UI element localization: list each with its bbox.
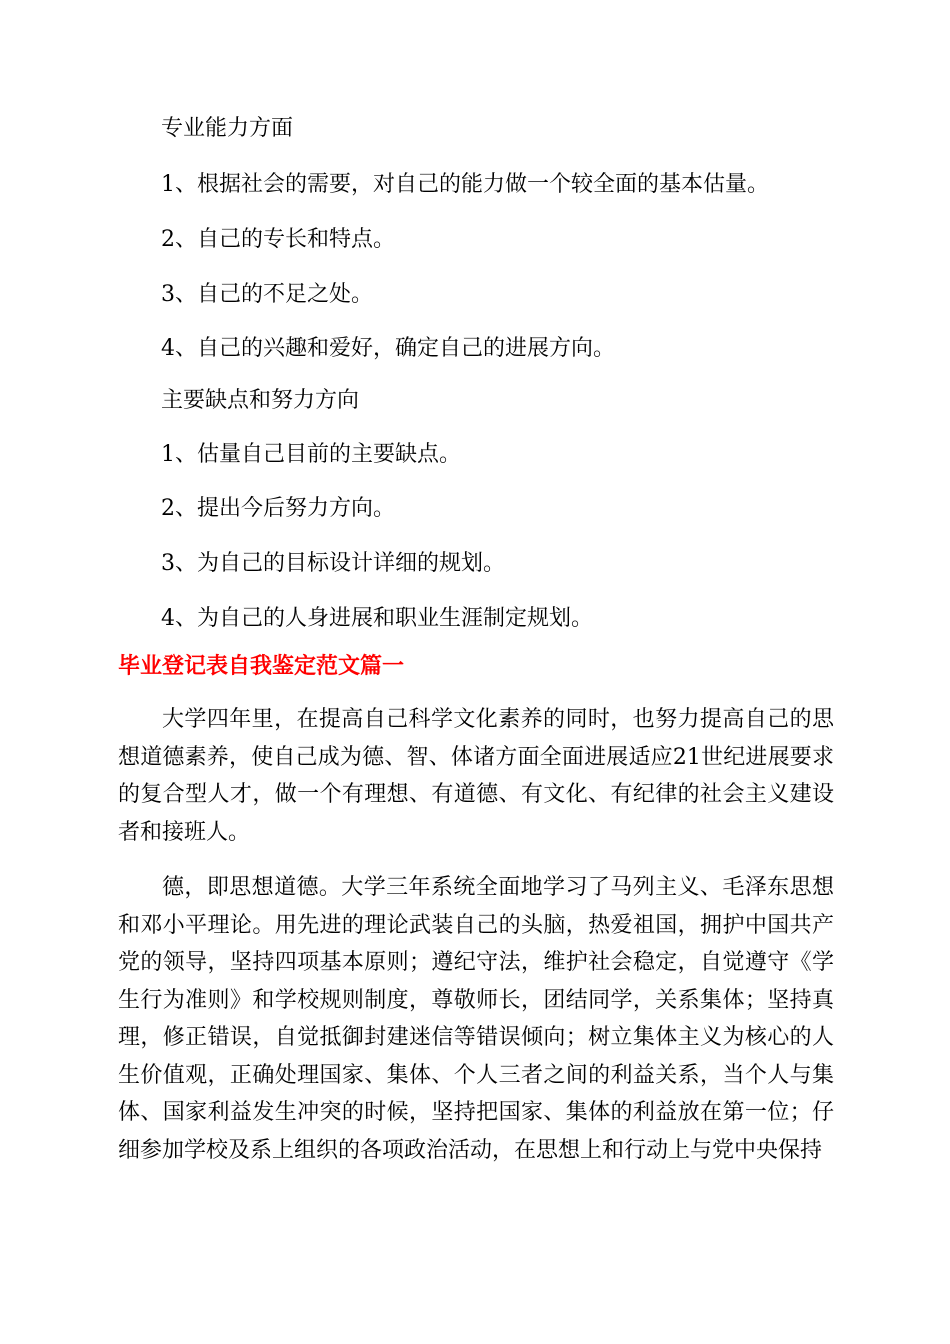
article-heading: 毕业登记表自我鉴定范文篇一 [118,654,405,679]
paragraph: 德，即思想道德。大学三年系统全面地学习了马列主义、毛泽东思想和邓小平理论。用先进的理论武装自己的头脑，热爱祖国，拥护中国共产党的领导，坚持四项基本原则；遵纪守法，维护社会稳定，自觉遵守《学生行为准则》和学校规则制度，尊敬师长，团结同学，关系集体；坚持真理，修正错误，自觉抵御封建迷信等错误倾向；树立集体主义为核心的人生价值观，正确处理国家、集体、个人三者之间的利益关系，当个人与集体、国家利益发生冲突的时候，坚持把国家、集体的利益放在第一位；仔细参加学校及系上组织的各项政治活动，在思想上和行动上与党中央保持 [118,875,834,1163]
section-title-weaknesses: 主要缺点和努力方向 [161,388,360,413]
list-item: 3、为自己的目标设计详细的规划。 [161,551,505,576]
list-item: 2、自己的专长和特点。 [161,227,395,252]
list-item: 1、估量自己目前的主要缺点。 [161,442,461,467]
section-title-professional-ability: 专业能力方面 [161,116,294,141]
list-item: 2、提出今后努力方向。 [161,496,395,521]
list-item: 3、自己的不足之处。 [161,282,373,307]
list-item: 4、自己的兴趣和爱好，确定自己的进展方向。 [161,336,615,361]
list-item: 1、根据社会的需要，对自己的能力做一个较全面的基本估量。 [161,172,769,197]
paragraph: 大学四年里，在提高自己科学文化素养的同时，也努力提高自己的思想道德素养，使自己成为德、智、体诸方面全面进展适应21世纪进展要求的复合型人才，做一个有理想、有道德、有文化、有纪律的社会主义建设者和接班人。 [118,707,834,845]
list-item: 4、为自己的人身进展和职业生涯制定规划。 [161,606,593,631]
